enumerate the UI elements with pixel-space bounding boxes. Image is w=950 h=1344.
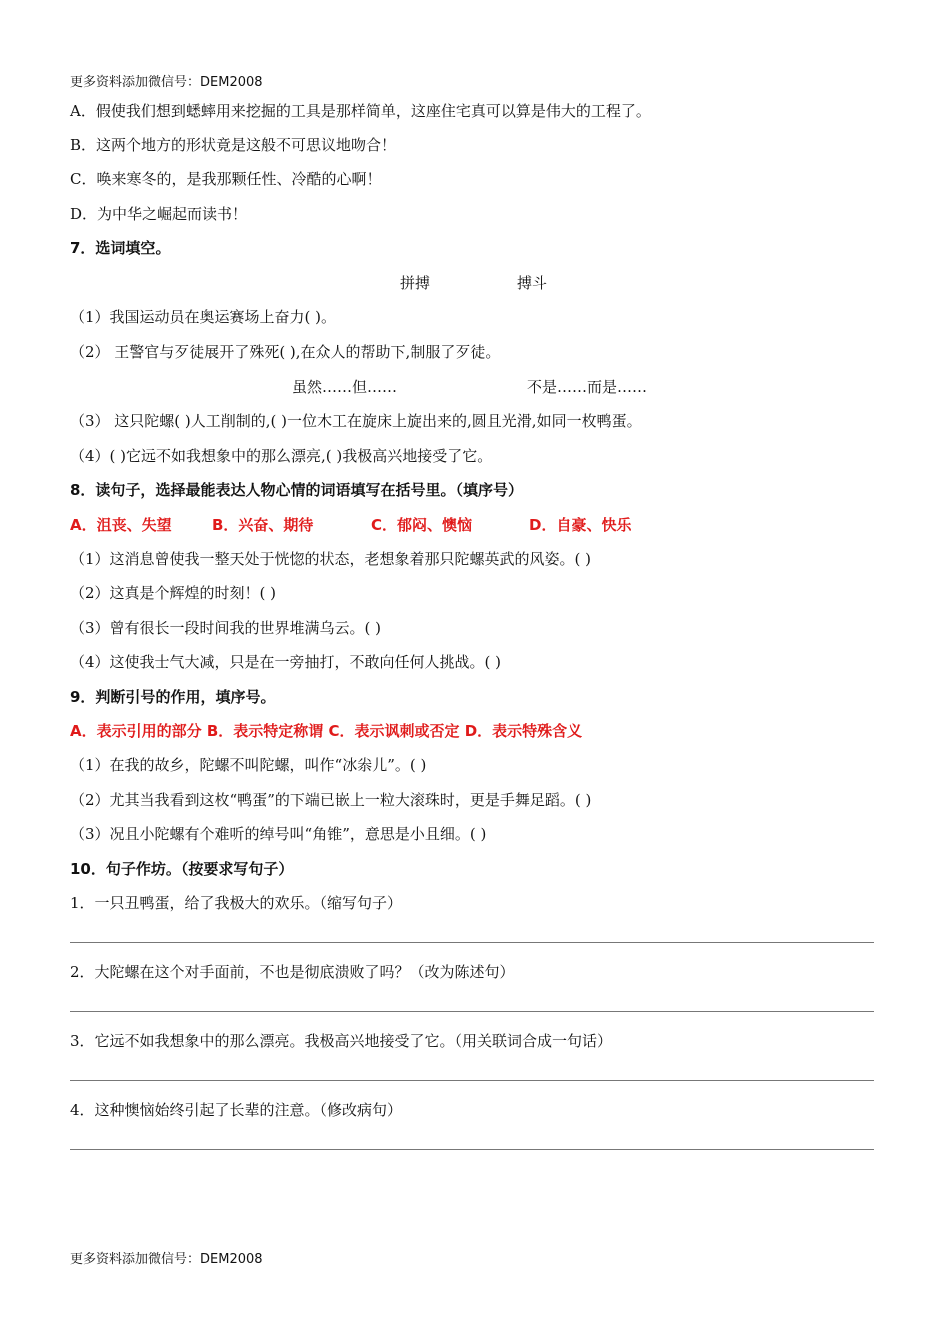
q7-conj-a: 虽然……但…… <box>292 378 398 396</box>
q7-item-3: （3） 这只陀螺( )人工削制的,( )一位木工在旋床上旋出来的,圆且光滑,如同一枚鸭蛋。 <box>70 412 642 430</box>
q7-item-4: （4）( )它远不如我想象中的那么漂亮,( )我极高兴地接受了它。 <box>70 447 493 465</box>
q9-item-2: （2）尤其当我看到这枚“鸭蛋”的下端已嵌上一粒大滚珠时，更是手舞足蹈。( ) <box>70 791 592 809</box>
q7-item-1: （1）我国运动员在奥运赛场上奋力( )。 <box>70 308 337 326</box>
q7-conj-b: 不是……而是…… <box>527 378 648 396</box>
q7-word-a: 拼搏 <box>400 274 431 292</box>
q10-item-1: 1．一只丑鸭蛋，给了我极大的欢乐。（缩写句子） <box>70 894 403 912</box>
q9-item-1: （1）在我的故乡，陀螺不叫陀螺，叫作“冰尜儿”。( ) <box>70 756 427 774</box>
q9-item-3: （3）况且小陀螺有个难听的绰号叫“角锥”，意思是小且细。( ) <box>70 825 487 843</box>
q7-item-2: （2） 王警官与歹徒展开了殊死( ),在众人的帮助下,制服了歹徒。 <box>70 343 501 361</box>
q8-option-b: B．兴奋、期待 <box>212 516 314 534</box>
answer-line-1[interactable] <box>70 942 874 943</box>
q9-title: 9．判断引号的作用，填序号。 <box>70 688 276 706</box>
q7-title: 7．选词填空。 <box>70 239 171 257</box>
q8-item-3: （3）曾有很长一段时间我的世界堆满乌云。( ) <box>70 619 382 637</box>
footer-text: 更多资料添加微信号：DEM2008 <box>70 1252 263 1267</box>
q8-item-2: （2）这真是个辉煌的时刻！( ) <box>70 584 277 602</box>
answer-line-4[interactable] <box>70 1149 874 1150</box>
answer-line-3[interactable] <box>70 1080 874 1081</box>
q10-item-3: 3．它远不如我想象中的那么漂亮。我极高兴地接受了它。（用关联词合成一句话） <box>70 1032 613 1050</box>
q8-option-c: C．郁闷、懊恼 <box>371 516 473 534</box>
q9-options: A．表示引用的部分 B．表示特定称谓 C．表示讽刺或否定 D．表示特殊含义 <box>70 722 583 740</box>
q6-option-b: B．这两个地方的形状竟是这般不可思议地吻合！ <box>70 136 397 154</box>
q8-item-1: （1）这消息曾使我一整天处于恍惚的状态，老想象着那只陀螺英武的风姿。( ) <box>70 550 592 568</box>
q6-option-d: D．为中华之崛起而读书！ <box>70 205 248 223</box>
q8-option-d: D．自豪、快乐 <box>529 516 632 534</box>
q8-title: 8．读句子，选择最能表达人物心情的词语填写在括号里。（填序号） <box>70 481 523 499</box>
answer-line-2[interactable] <box>70 1011 874 1012</box>
q6-option-a: A．假使我们想到蟋蟀用来挖掘的工具是那样简单，这座住宅真可以算是伟大的工程了。 <box>70 102 651 120</box>
q10-item-4: 4．这种懊恼始终引起了长辈的注意。（修改病句） <box>70 1101 403 1119</box>
q7-word-b: 搏斗 <box>517 274 548 292</box>
q8-item-4: （4）这使我士气大减，只是在一旁抽打，不敢向任何人挑战。( ) <box>70 653 502 671</box>
header-text: 更多资料添加微信号：DEM2008 <box>70 75 263 90</box>
q6-option-c: C．唤来寒冬的，是我那颗任性、冷酷的心啊！ <box>70 170 382 188</box>
q10-item-2: 2．大陀螺在这个对手面前，不也是彻底溃败了吗？（改为陈述句） <box>70 963 515 981</box>
q10-title: 10．句子作坊。（按要求写句子） <box>70 860 294 878</box>
q8-option-a: A．沮丧、失望 <box>70 516 172 534</box>
